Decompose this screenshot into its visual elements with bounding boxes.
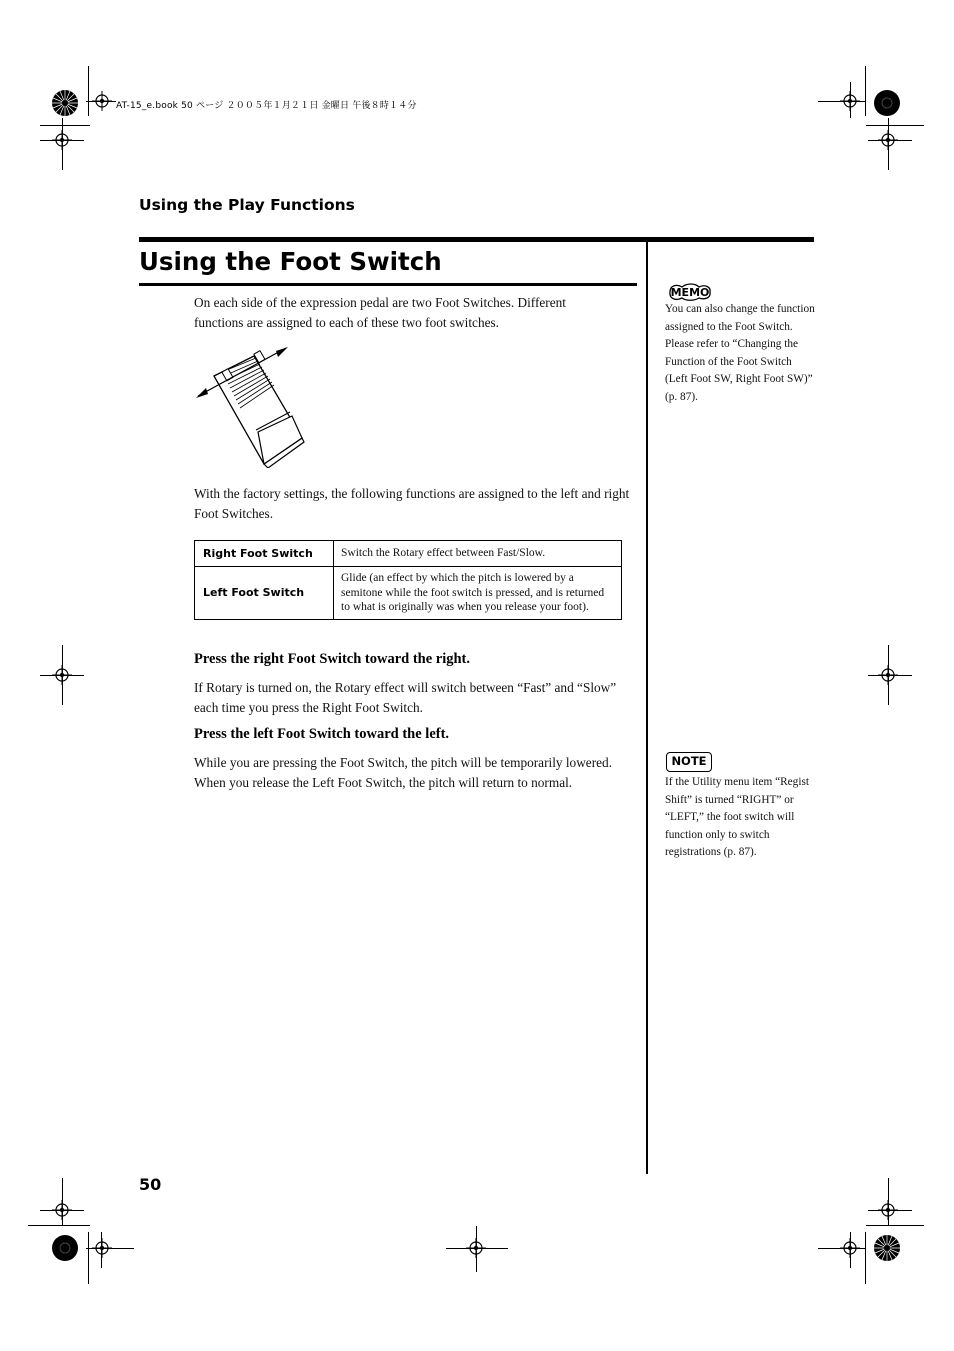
factory-settings-paragraph: With the factory settings, the following functions are assigned to the left and right Foot Switches. [194, 486, 630, 521]
table-row [195, 541, 622, 567]
registration-mark-icon [878, 1200, 898, 1220]
registration-mark-icon [840, 91, 860, 111]
registration-mark-icon [466, 1238, 486, 1258]
registration-mark-icon [52, 1200, 72, 1220]
sunburst-mark-icon [873, 1234, 901, 1262]
memo-badge-icon [667, 282, 713, 302]
table-row [195, 567, 622, 620]
left-switch-heading: Press the left Foot Switch toward the left. [194, 726, 450, 742]
note-badge: NOTE [666, 752, 712, 772]
memo-text: You can also change the function assigned to the Foot Switch. Please refer to “Changing the Function of the Foot Switch (Left Foot SW, Right Foot SW)” (p. 87). [665, 303, 815, 403]
foot-switch-table [194, 540, 622, 620]
section-title: Using the Foot Switch [139, 247, 442, 276]
column-divider [646, 242, 648, 1174]
table-value-cell: Switch the Rotary effect between Fast/Slow. [334, 541, 622, 567]
registration-mark-icon [878, 665, 898, 685]
left-switch-paragraph: While you are pressing the Foot Switch, the pitch will be temporarily lowered. When you release the Left Foot Switch, the pitch will return to normal. [194, 755, 613, 790]
table-key-cell: Right Foot Switch [195, 541, 334, 567]
file-info-header: AT-15_e.book 50 ページ ２００５年１月２１日 金曜日 午後８時１４分 [116, 101, 417, 111]
registration-mark-icon [840, 1238, 860, 1258]
right-switch-heading: Press the right Foot Switch toward the right. [194, 651, 471, 667]
circle-mark-icon [51, 1234, 79, 1262]
foot-switch-illustration [192, 346, 308, 468]
registration-mark-icon [92, 1238, 112, 1258]
page-number: 50 [139, 1175, 162, 1194]
note-text: If the Utility menu item “Regist Shift” is turned “RIGHT” or “LEFT,” the foot switch will function only to switch registrations (p. 87). [665, 776, 810, 859]
circle-mark-icon [873, 89, 901, 117]
running-head: Using the Play Functions [139, 196, 355, 214]
registration-mark-icon [878, 130, 898, 150]
table-value-cell: Glide (an effect by which the pitch is lowered by a semitone while the foot switch is pressed, and is returned to what is originally was when you release your foot). [334, 567, 622, 620]
intro-paragraph: On each side of the expression pedal are two Foot Switches. Different functions are assigned to each of these two foot switches. [194, 295, 566, 330]
title-underline [139, 283, 637, 286]
table-key-cell: Left Foot Switch [195, 567, 334, 620]
registration-mark-icon [52, 130, 72, 150]
registration-mark-icon [52, 665, 72, 685]
registration-mark-icon [92, 91, 112, 111]
sunburst-mark-icon [51, 89, 79, 117]
top-rule [139, 237, 814, 242]
right-switch-paragraph: If Rotary is turned on, the Rotary effect will switch between “Fast” and “Slow” each time you press the Right Foot Switch. [194, 680, 617, 715]
memo-badge-label: MEMO [670, 286, 710, 299]
